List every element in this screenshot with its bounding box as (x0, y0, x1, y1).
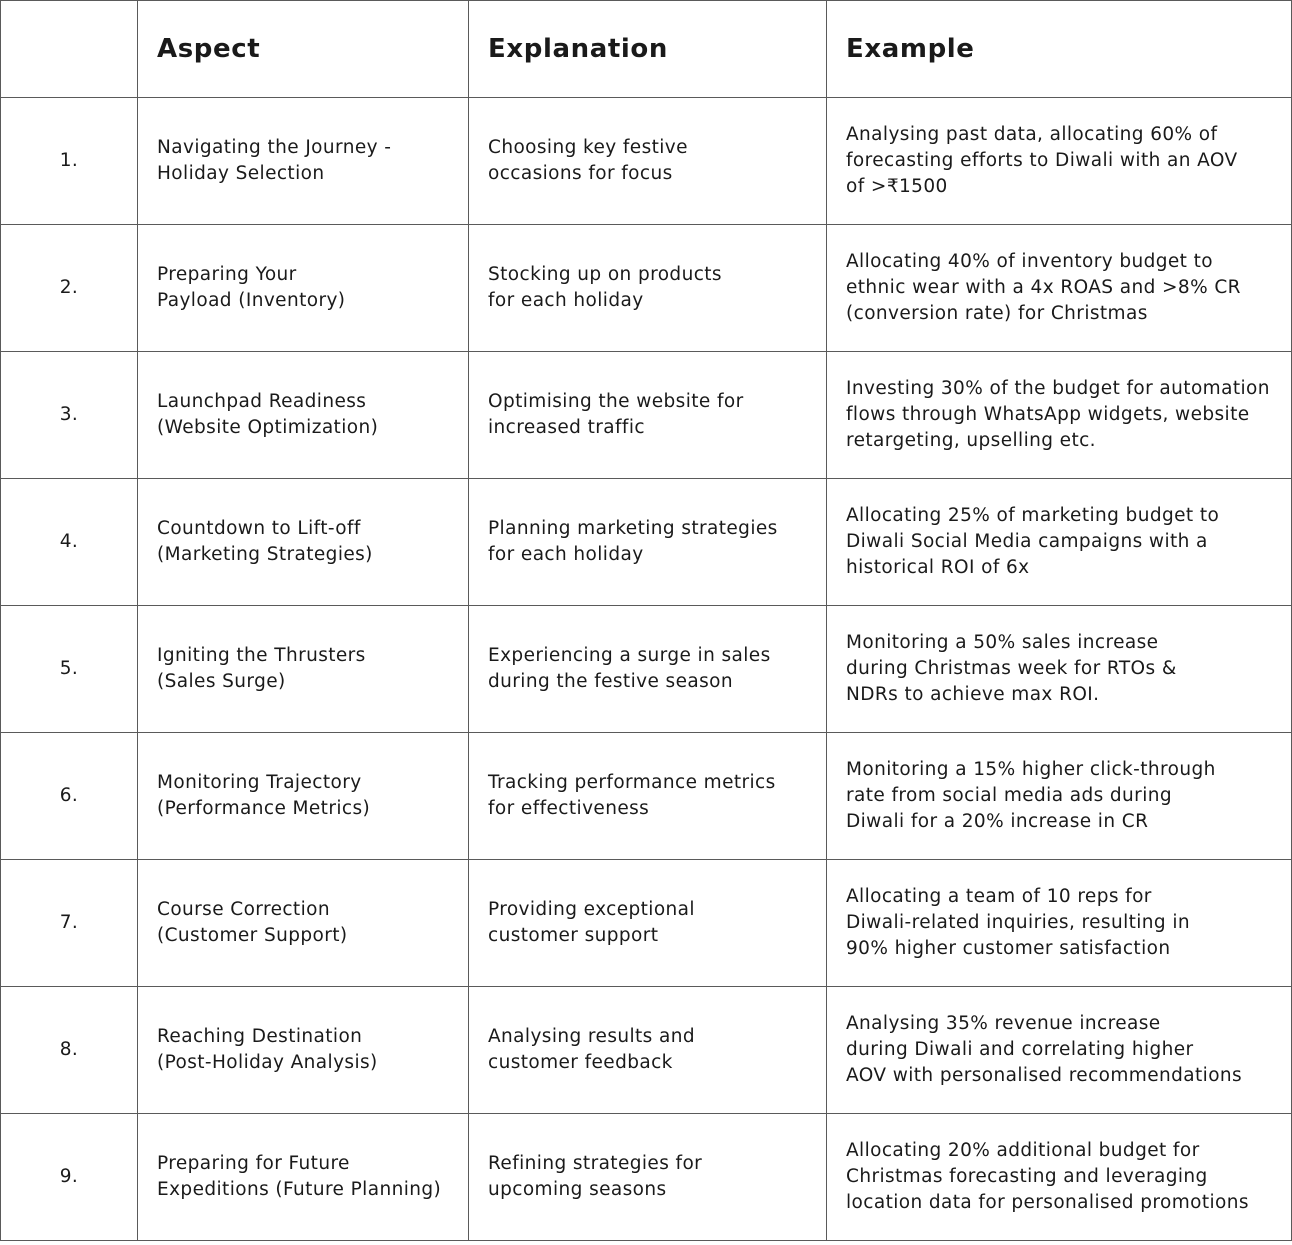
aspect-cell (138, 1114, 469, 1241)
explanation-text: Refining strategies for upcoming seasons (488, 1153, 703, 1200)
table-row (1, 352, 1292, 479)
explanation-text: Optimising the website for increased traffic (488, 391, 744, 438)
aspect-cell (138, 225, 469, 352)
example-cell (827, 352, 1292, 479)
example-text: Analysing 35% revenue increase during Diwali and correlating higher AOV with personalised recommendations (846, 1013, 1243, 1086)
row-index-text: 8. (59, 1039, 79, 1060)
explanation-cell (469, 352, 827, 479)
table-row (1, 479, 1292, 606)
aspect-cell (138, 479, 469, 606)
example-cell (827, 733, 1292, 860)
explanation-cell (469, 98, 827, 225)
table-row (1, 987, 1292, 1114)
aspect-text: Countdown to Lift-off (Marketing Strategies) (157, 518, 373, 565)
row-index (1, 225, 138, 352)
row-index-text: 9. (59, 1166, 79, 1187)
explanation-text: Experiencing a surge in sales during the festive season (488, 645, 771, 692)
example-text: Analysing past data, allocating 60% of forecasting efforts to Diwali with an AOV of >₹1500 (846, 124, 1238, 197)
example-cell (827, 1114, 1292, 1241)
aspect-text: Igniting the Thrusters (Sales Surge) (157, 645, 366, 692)
example-cell (827, 860, 1292, 987)
row-index-text: 4. (59, 531, 79, 552)
example-text: Allocating 20% additional budget for Christmas forecasting and leveraging location data for personalised promotions (846, 1140, 1249, 1213)
example-cell (827, 606, 1292, 733)
aspect-cell (138, 606, 469, 733)
header-index (1, 1, 138, 98)
table-row (1, 606, 1292, 733)
explanation-text: Providing exceptional customer support (488, 899, 695, 946)
table-row (1, 225, 1292, 352)
row-index-text: 7. (59, 912, 79, 933)
aspect-cell (138, 860, 469, 987)
aspect-text: Navigating the Journey - Holiday Selection (157, 137, 392, 184)
explanation-text: Planning marketing strategies for each holiday (488, 518, 778, 565)
row-index (1, 98, 138, 225)
table-row (1, 1114, 1292, 1241)
explanation-cell (469, 225, 827, 352)
example-text: Allocating a team of 10 reps for Diwali-related inquiries, resulting in 90% higher customer satisfaction (846, 886, 1191, 959)
table-row (1, 98, 1292, 225)
header-aspect: Aspect (138, 1, 469, 98)
aspect-text: Preparing for Future Expeditions (Future Planning) (157, 1153, 442, 1200)
example-text: Allocating 40% of inventory budget to ethnic wear with a 4x ROAS and >8% CR (conversion rate) for Christmas (846, 251, 1241, 324)
row-index (1, 860, 138, 987)
example-cell (827, 987, 1292, 1114)
row-index (1, 352, 138, 479)
row-index (1, 606, 138, 733)
explanation-text: Choosing key festive occasions for focus (488, 137, 688, 184)
example-text: Monitoring a 15% higher click-through rate from social media ads during Diwali for a 20% increase in CR (846, 759, 1216, 832)
table-row (1, 860, 1292, 987)
aspect-cell (138, 352, 469, 479)
row-index (1, 733, 138, 860)
aspect-cell (138, 98, 469, 225)
explanation-text: Stocking up on products for each holiday (488, 264, 722, 311)
example-cell (827, 98, 1292, 225)
aspect-text: Course Correction (Customer Support) (157, 899, 348, 946)
example-text: Investing 30% of the budget for automation flows through WhatsApp widgets, website retargeting, upselling etc. (846, 378, 1270, 451)
aspect-text: Preparing Your Payload (Inventory) (157, 264, 346, 311)
example-text: Allocating 25% of marketing budget to Diwali Social Media campaigns with a historical ROI of 6x (846, 505, 1220, 578)
aspect-text: Reaching Destination (Post-Holiday Analysis) (157, 1026, 378, 1073)
explanation-text: Tracking performance metrics for effectiveness (488, 772, 776, 819)
row-index-text: 6. (59, 785, 79, 806)
table-row (1, 733, 1292, 860)
table-header-row (1, 1, 1292, 98)
example-text: Monitoring a 50% sales increase during Christmas week for RTOs & NDRs to achieve max ROI. (846, 632, 1177, 705)
example-cell (827, 225, 1292, 352)
explanation-cell (469, 479, 827, 606)
aspect-cell (138, 987, 469, 1114)
aspect-text: Monitoring Trajectory (Performance Metrics) (157, 772, 371, 819)
row-index-text: 1. (59, 150, 79, 171)
explanation-text: Analysing results and customer feedback (488, 1026, 695, 1073)
explanation-cell (469, 1114, 827, 1241)
header-example: Example (827, 1, 1292, 98)
row-index (1, 1114, 138, 1241)
explanation-cell (469, 606, 827, 733)
header-explanation: Explanation (469, 1, 827, 98)
row-index-text: 2. (59, 277, 79, 298)
explanation-cell (469, 987, 827, 1114)
row-index (1, 479, 138, 606)
row-index (1, 987, 138, 1114)
row-index-text: 5. (59, 658, 79, 679)
explanation-cell (469, 733, 827, 860)
example-cell (827, 479, 1292, 606)
row-index-text: 3. (59, 404, 79, 425)
aspect-text: Launchpad Readiness (Website Optimization) (157, 391, 379, 438)
explanation-cell (469, 860, 827, 987)
aspect-cell (138, 733, 469, 860)
